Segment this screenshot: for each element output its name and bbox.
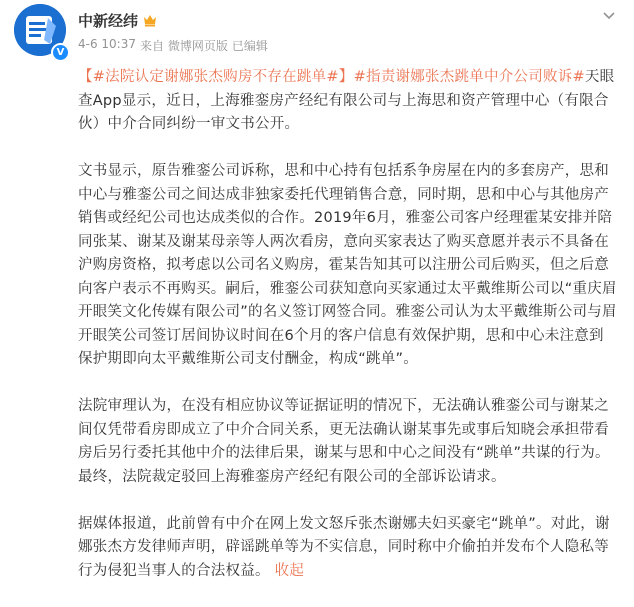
paragraph-1: [78, 66, 618, 137]
topic-link-1[interactable]: 【#法院认定谢娜张杰购房不存在跳单#】: [78, 69, 354, 85]
paragraph-2: 文书显示，原告雅銮公司诉称，思和中心持有包括系争房屋在内的多套房产，思和中心与雅銮公司之间达成非独家委托代理销售合意，同时期，思和中心与其他房产销售或经纪公司也达成类似的合作。2019年6月，雅銮公司客户经理霍某安排并陪同张某、谢某及谢某母亲等人两次看房，意向买家表达了购买意愿并表示不具备在沪购房资格，拟考虑以公司名义购房，霍某告知其可以注册公司后购买，但之后意向客户表示不再购买。嗣后，雅銮公司获知意向买家通过太平戴维斯公司以“重庆眉开眼笑文化传媒有限公司”的名义签订网签合同。雅銮公司认为太平戴维斯公司与眉开眼笑公司签订居间协议时间在6个月的客户信息有效保护期，思和中心未注意到保护期即向太平戴维斯公司支付酬金，构成“跳单”。: [78, 163, 617, 367]
edited-label[interactable]: 已编辑: [231, 39, 268, 53]
paragraph-4-text: 据媒体报道，此前曾有中介在网上发文怒斥张杰谢娜夫妇买豪宅“跳单”。对此，谢娜张杰方发律师声明，辟谣跳单等为不实信息，同时称中介偷拍并发布个人隐私等行为侵犯当事人的合法权益。: [78, 515, 610, 579]
post-timestamp[interactable]: 4-6 10:37: [78, 37, 136, 51]
author-name[interactable]: 中新经纬: [78, 11, 139, 30]
chevron-down-icon[interactable]: [600, 6, 618, 24]
paragraph-3: 法院审理认为，在没有相应协议等证据证明的情况下，无法确认雅銮公司与谢某之间仅凭带看房即成立了中介合同关系，更无法确认谢某事先或事后知晓会承担带看房后另行委托其他中介的法律后果，谢某与思和中心之间没有“跳单”共谋的行为。最终，法院裁定驳回上海雅銮房产经纪有限公司的全部诉讼请求。: [78, 398, 610, 485]
crown-icon: [142, 12, 158, 28]
post-header: [0, 0, 634, 60]
post-meta: [78, 37, 268, 54]
verified-badge-icon: V: [51, 43, 70, 62]
paragraph-4: [78, 513, 618, 584]
post-content: [78, 66, 618, 607]
topic-link-2[interactable]: #指责谢娜张杰跳单中介公司败诉#: [353, 69, 585, 85]
post-source: 来自 微博网页版: [140, 39, 228, 53]
author-row: [78, 9, 158, 31]
collapse-link[interactable]: 收起: [274, 562, 305, 579]
paragraph-1-text: 天眼查App显示，近日，上海雅銮房产经纪有限公司与上海思和资产管理中心（有限合伙）中介合同纠纷一审文书公开。: [78, 69, 615, 132]
